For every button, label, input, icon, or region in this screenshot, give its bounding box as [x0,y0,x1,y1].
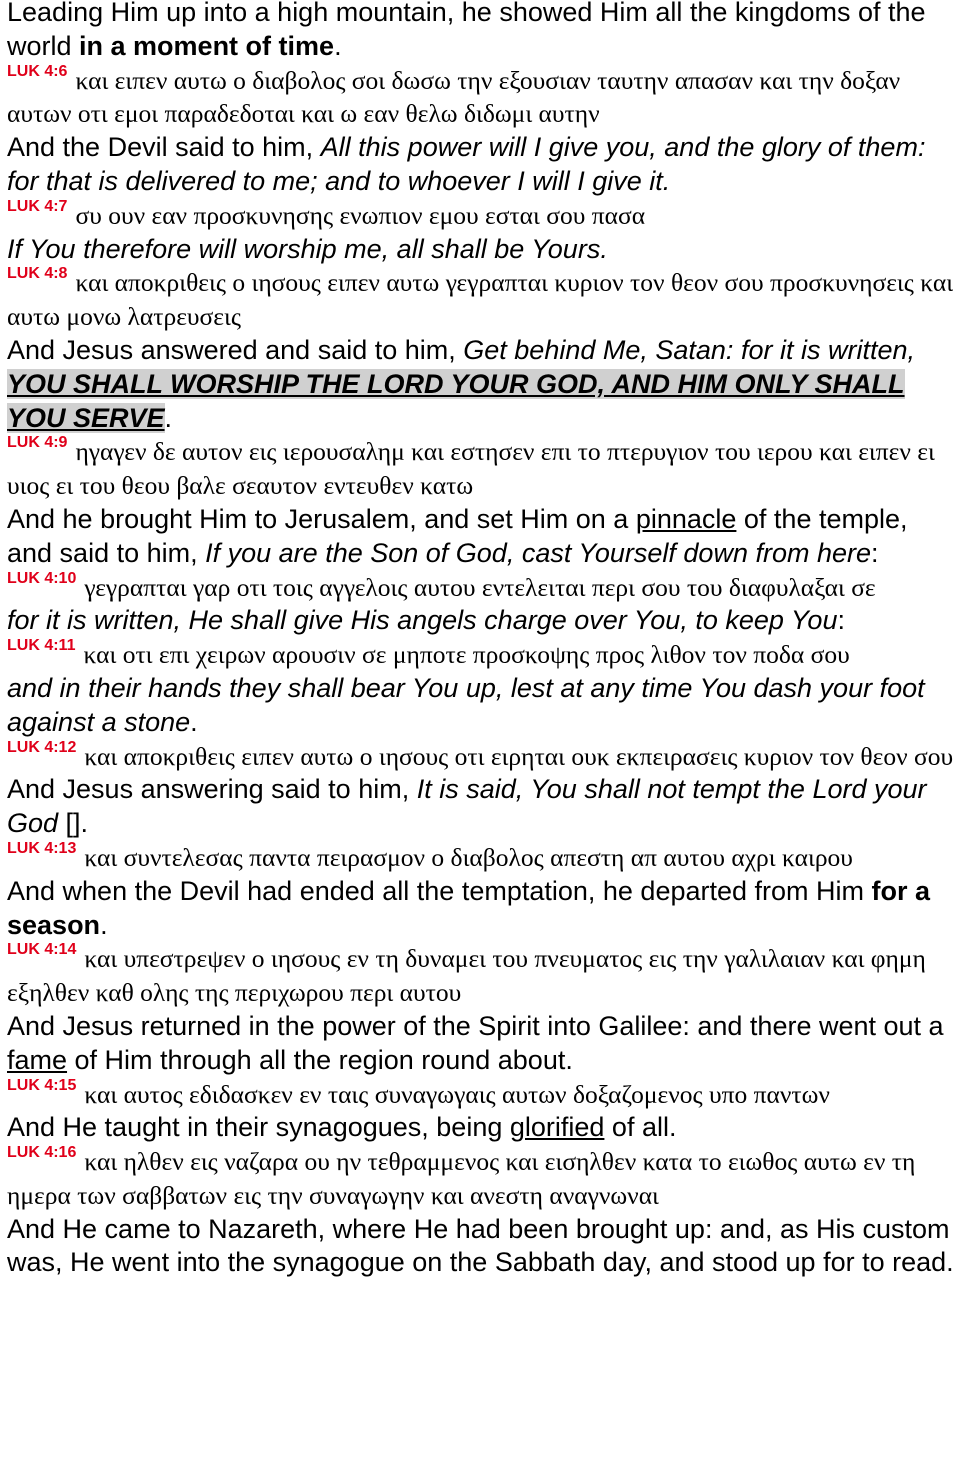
verse-13-greek: $^{LUK 4:13}$ και συντελεσας παντα πειρασμον ο διαβολος απεστη απ αυτου αχρι καιρου [7,839,853,872]
italic-quote: It is said, You shall not tempt the Lord your God [7,774,927,839]
underlined-word: glorified [509,1112,605,1143]
verse-11-greek: $^{LUK 4:11}$ και οτι επι χειρων αρουσιν σε μηποτε προσκοψης προς λιθον τον ποδα σου [7,637,850,670]
verse-15-english: And He taught in their synagogues, being glorified of all. [7,1112,677,1143]
verse-ref: LUK 4:15 [7,1076,77,1094]
verse-ref: LUK 4:6 [7,62,68,80]
verse-7-english: If You therefore will worship me, all shall be Yours. [7,233,608,264]
verse-ref: LUK 4:10 [7,569,77,587]
verse-16-greek: $^{LUK 4:16}$ και ηλθεν εις ναζαρα ου ην τεθραμμενος και εισηλθεν κατα το ειωθος αυτω εν τη ημερα των σαββατων εις την συναγωγην και ανεστη αναγνωναι [7,1144,916,1210]
italic-quote: All this power will I give you, and the glory of them: for that is delivered to me; and to whoever I will I give it. [7,132,926,196]
verse-10-greek: $^{LUK 4:10}$ γεγραπται γαρ οτι τοις αγγελοις αυτου εντελειται περι σου του διαφυλαξαι σε [7,569,876,602]
italic-quote: and in their hands they shall bear You up, lest at any time You dash your foot against a stone [7,672,925,737]
verse-ref: LUK 4:9 [7,434,68,452]
verse-14-english: And Jesus returned in the power of the Spirit into Galilee: and there went out a fame of Him through all the region round about. [7,1010,944,1075]
verse-8-english: And Jesus answered and said to him, Get behind Me, Satan: for it is written, YOU SHALL WORSHIP THE LORD YOUR GOD, AND HIM ONLY SHALL YOU SERVE. [7,334,915,433]
verse-ref: LUK 4:7 [7,197,68,215]
verse-12-greek: $^{LUK 4:12}$ και αποκριθεις ειπεν αυτω ο ιησους οτι ειρηται ουκ εκπειρασεις κυριον τον θεον σου [7,738,954,771]
verse-10-english: for it is written, He shall give His angels charge over You, to keep You: [7,605,845,636]
verse-13-english: And when the Devil had ended all the temptation, he departed from Him for a season. [7,875,931,940]
italic-quote: Get behind Me, Satan: for it is written, [463,334,915,365]
verse-14-greek: $^{LUK 4:14}$ και υπεστρεψεν ο ιησους εν τη δυναμει του πνευματος εις την γαλιλαιαν και φημη εξηλθεν καθ ολης της περιχωρου περι αυτου [7,941,926,1008]
verse-9-english: And he brought Him to Jerusalem, and set Him on a pinnacle of the temple, and said to him, If you are the Son of God, cast Yourself down from here: [7,503,908,568]
verse-12-english: And Jesus answering said to him, It is said, You shall not tempt the Lord your God []. [7,774,927,839]
verse-16-english: And He came to Nazareth, where He had been brought up: and, as His custom was, He went into the synagogue on the Sabbath day, and stood up for to read. [7,1213,954,1278]
verse-ref: LUK 4:16 [7,1144,77,1162]
underlined-word: fame [7,1044,68,1075]
bold-phrase: for a season [7,875,931,940]
verse-9-greek: $^{LUK 4:9}$ ηγαγεν δε αυτον εις ιερουσαλημ και εστησεν επι το πτερυγιον του ιερου και ειπεν ει υιος ει του θεου βαλε σεαυτον εντευθεν κατω [7,434,935,501]
verse-15-greek: $^{LUK 4:15}$ και αυτος εδιδασκεν εν ταις συναγωγαις αυτων δοξαζομενος υπο παντων [7,1076,830,1109]
italic-quote: If you are the Son of God, cast Yourself down from here [205,537,872,568]
verse-ref: LUK 4:12 [7,738,77,756]
verse-ref: LUK 4:11 [7,637,76,655]
underlined-word: pinnacle [635,503,737,534]
verse-ref: LUK 4:14 [7,941,77,959]
verse-5-english: Leading Him up into a high mountain, he showed Him all the kingdoms of the world in a moment of time. [7,0,926,61]
verse-7-greek: $^{LUK 4:7}$ συ ουν εαν προσκυνησης ενωπιον εμου εσται σου πασα [7,197,646,230]
verse-6-english: And the Devil said to him, All this power will I give you, and the glory of them: for that is delivered to me; and to whoever I will I give it. [7,132,926,196]
verse-11-english: and in their hands they shall bear You up, lest at any time You dash your foot against a stone. [7,672,925,737]
scripture-page [7,0,957,1280]
verse-ref: LUK 4:13 [7,839,77,857]
highlighted-quote: YOU SHALL WORSHIP THE LORD YOUR GOD, AND HIM ONLY SHALL YOU SERVE [7,368,905,433]
verse-ref: LUK 4:8 [7,265,68,283]
bold-phrase: in a moment of time [79,30,335,61]
italic-quote: for it is written, He shall give His angels charge over You, to keep You [7,605,838,636]
verse-6-greek: $^{LUK 4:6}$ και ειπεν αυτω ο διαβολος σοι δωσω την εξουσιαν ταυτην απασαν και την δοξαν αυτων οτι εμοι παραδεδοται και ω εαν θελω διδωμι αυτην [7,62,901,129]
verse-8-greek: $^{LUK 4:8}$ και αποκριθεις ο ιησους ειπεν αυτω γεγραπται κυριον τον θεον σου προσκυνησεις και αυτω μονω λατρευσεις [7,265,954,332]
